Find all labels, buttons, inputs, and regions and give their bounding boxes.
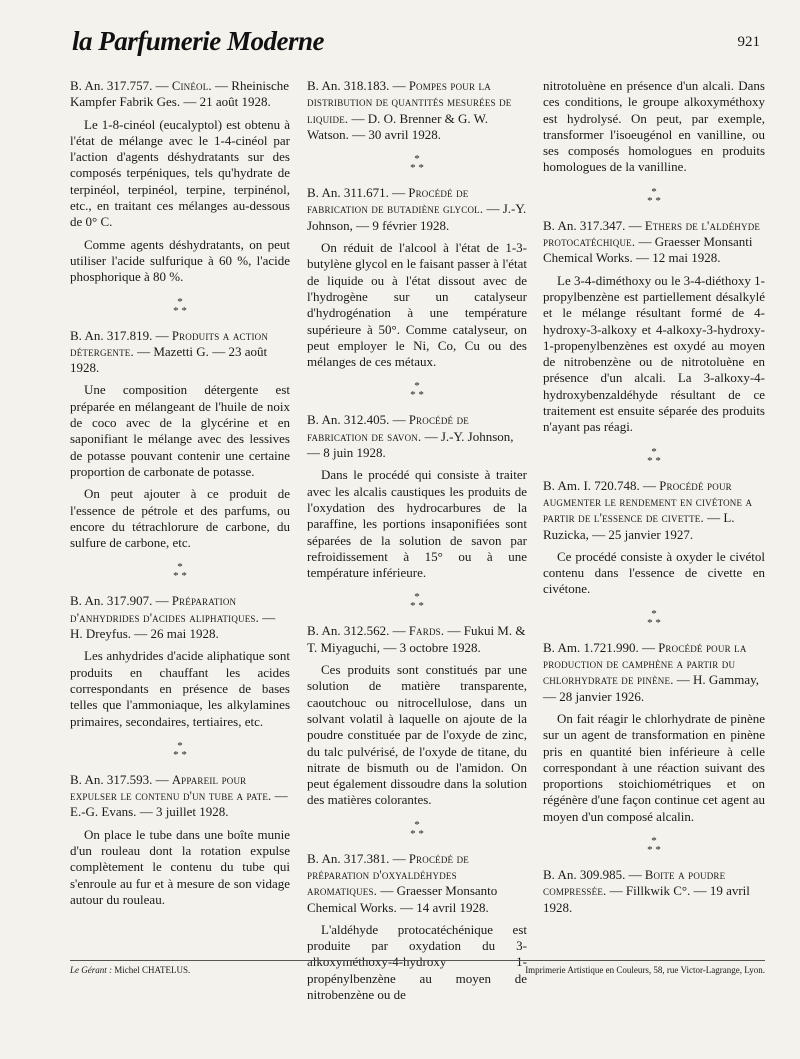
star-mark: * * (647, 454, 661, 467)
patent-date: 25 janvier 1927. (608, 526, 694, 542)
patent-heading: B. An. 309.985. — Boite a poudre compressée. — Fillkwik C°. — 19 avril 1928. (543, 866, 750, 915)
star-mark: * (414, 153, 420, 166)
section-separator-stars (543, 445, 765, 467)
patent-date: 8 juin 1928. (323, 445, 386, 461)
patent-holder: Rheinische Kampfer Fabrik Ges. (70, 78, 290, 110)
body-paragraph: Dans le procédé qui consiste à traiter avec les alcalis caustiques les produits de l'oxydation des hydrocarbures de la paraffine, les portions insaponifiées sont séparées de la solution de savon par refroidissement à 15° ou à une température inférieure. (307, 467, 527, 581)
star-mark: * * (410, 162, 424, 175)
column-1 (70, 78, 290, 908)
star-mark: * (651, 834, 657, 847)
star-mark: * (177, 295, 183, 308)
patent-entry (70, 78, 290, 286)
patent-title: Boite a poudre compressée. (543, 867, 726, 899)
patent-entry (70, 593, 290, 729)
patent-entry (543, 218, 765, 436)
star-mark: * * (647, 194, 661, 207)
patent-date: 30 avril 1928. (368, 126, 441, 142)
patent-heading: B. An. 318.183. — Pompes pour la distribution de quantités mesurées de liquide. — D. O. Brenner & G. W. Watson. — 30 avril 1928. (307, 78, 512, 142)
patent-date: 19 avril 1928. (543, 883, 750, 915)
patent-title: Procédé de préparation d'oxyaldéhydes aromatiques. (307, 851, 469, 899)
patent-date: 21 août 1928. (199, 94, 271, 110)
patent-entry (307, 78, 527, 143)
patent-holder: D. O. Brenner & G. W. Watson. (307, 110, 488, 142)
section-separator-stars (543, 185, 765, 207)
patent-title: Fards. (408, 624, 445, 639)
patent-reference: B. An. 317.819. (70, 327, 153, 343)
patent-holder: J.-Y. Johnson, (307, 201, 527, 233)
section-separator-stars (307, 382, 527, 400)
section-separator-stars (543, 834, 765, 856)
patent-date: 9 février 1928. (372, 217, 450, 233)
patent-entry (543, 478, 765, 598)
patent-holder: Mazetti G. (153, 343, 209, 359)
patent-title: Préparation d'anhydrides d'acides aliphatiques. (70, 594, 259, 625)
patent-title: Procédé de fabrication de savon. (307, 413, 469, 444)
patent-heading: B. Am. I. 720.748. — Procédé pour augmenter le rendement en civétone a partir de l'essence de civette. — L. Ruzicka, — 25 janvier 1927. (543, 477, 753, 542)
body-paragraph: On réduit de l'alcool à l'état de 1-3-butylène glycol en le faisant passer à l'état de liquide ou à l'état dissout avec de l'hydrogène sur un catalyseur d'hydrogénation à une température supérieure à 50°. Comme catalyseur, on peut employer le Ni, Co, Cu ou des mélanges de ces métaux. (307, 240, 527, 370)
body-paragraph: nitrotoluène en présence d'un alcali. Dans ces conditions, le groupe alkoxyméthoxy est hydrolysé. On peut, par exemple, transformer l'isoeugénol en vanilline, ou ses composés homologues en produits homologues de la vanilline. (543, 78, 765, 175)
footer-manager (70, 965, 190, 975)
patent-date: 3 juillet 1928. (155, 804, 229, 820)
star-mark: * * (173, 570, 187, 583)
patent-entry (307, 412, 527, 581)
section-separator-stars (307, 818, 527, 840)
patent-heading: B. An. 311.671. — Procédé de fabrication de butadiène glycol. — J.-Y. Johnson, — 9 février 1928. (307, 185, 527, 233)
footer-printer: Imprimerie Artistique en Couleurs, 58, rue Victor-Lagrange, Lyon. (525, 965, 765, 975)
patent-title: Produits a action détergente. (70, 328, 269, 359)
patent-date: 12 mai 1928. (652, 250, 721, 266)
star-mark: * (414, 380, 420, 393)
patent-date: 3 octobre 1928. (399, 639, 481, 655)
body-paragraph: On fait réagir le chlorhydrate de pinène sur un agent de transformation en pinène pris en quantité bien inférieure à celle correspondant à une réaction suivant des proportions stoichiométriques et on régénère d'une façon continue cet agent au moyen d'un composé alcalin. (543, 710, 765, 824)
patent-date: 14 avril 1928. (416, 899, 489, 915)
patent-title: Procédé pour augmenter le rendement en civétone a partir de l'essence de civette. (543, 478, 753, 526)
patent-reference: B. Am. 1.721.990. (543, 639, 639, 655)
patent-heading: B. An. 317.819. — Produits a action détergente. — Mazetti G. — 23 août 1928. (70, 327, 269, 376)
patent-title: Ethers de l'aldéhyde protocatéchique. (543, 218, 761, 250)
patent-title: Appareil pour expulser le contenu d'un tube a pate. (70, 772, 272, 804)
body-paragraph: Comme agents déshydratants, on peut utiliser l'acide sulfurique à 60 %, l'acide phosphorique à 80 %. (70, 236, 290, 285)
patent-heading: B. An. 317.347. — Ethers de l'aldéhyde protocatéchique. — Graesser Monsanti Chemical Works. — 12 mai 1928. (543, 217, 761, 266)
section-separator-stars (70, 295, 290, 317)
patent-entry (543, 640, 765, 825)
patent-date: 28 janvier 1926. (559, 688, 645, 704)
patent-reference: B. An. 312.405. (307, 412, 390, 428)
star-mark: * * (173, 748, 187, 761)
star-mark: * (414, 591, 420, 604)
star-mark: * (651, 185, 657, 198)
star-mark: * * (410, 389, 424, 402)
star-mark: * (651, 445, 657, 458)
manager-label: Le Gérant : (70, 965, 112, 975)
star-mark: * (177, 561, 183, 574)
patent-reference: B. An. 317.347. (543, 217, 626, 233)
body-paragraph: On place le tube dans une boîte munie d'un rouleau dont la rotation expulse complètement le contenu du tube qui s'enroule au fur et à mesure de son vidage autour du rouleau. (70, 826, 290, 907)
patent-date: 23 août 1928. (70, 343, 268, 376)
patent-entry (543, 867, 765, 916)
patent-heading: B. An. 317.907. — Préparation d'anhydrides d'acides aliphatiques. — H. Dreyfus. — 26 mai 1928. (70, 593, 276, 642)
patent-holder: H. Gammay, (693, 672, 759, 688)
patent-reference: B. An. 311.671. (307, 185, 389, 201)
body-paragraph: Ce procédé consiste à oxyder le civétol contenu dans l'essence de civette en civétone. (543, 548, 765, 597)
patent-heading: B. An. 317.593. — Appareil pour expulser le contenu d'un tube a pate. — E.-G. Evans. — 3 juillet 1928. (70, 771, 288, 820)
star-mark: * (177, 739, 183, 752)
body-paragraph: Ces produits sont constitués par une solution de matière transparente, caoutchouc ou nitrocellulose, dans un solvant volatil à laquelle on ajoute de la poudre constituée par de l'oxyde de zinc, du talc pulvérisé, de l'oxyde de titane, du nitrate de bismuth ou de l'amidon. On peut également dissoudre dans la solution des matières colorantes. (307, 662, 527, 808)
patent-reference: B. An. 312.562. (307, 623, 390, 639)
star-mark: * * (647, 616, 661, 629)
patent-heading: B. Am. 1.721.990. — Procédé pour la production de camphène a partir du chlorhydrate de pinène. — H. Gammay, — 28 janvier 1926. (543, 639, 759, 704)
section-separator-stars (70, 739, 290, 761)
patent-heading: B. An. 317.381. — Procédé de préparation d'oxyaldéhydes aromatiques. — Graesser Monsanto Chemical Works. — 14 avril 1928. (307, 850, 498, 915)
patent-date: 26 mai 1928. (150, 626, 219, 642)
patent-entry (307, 185, 527, 370)
star-mark: * (414, 818, 420, 831)
patent-holder: J.-Y. Johnson, (440, 428, 514, 444)
body-paragraph: On peut ajouter à ce produit de l'essence de pétrole et des parfums, ou encore du tétrachlorure de carbone, du sulfure de carbone, etc. (70, 486, 290, 551)
body-paragraph: Une composition détergente est préparée en mélangeant de l'huile de noix de coco avec de la glycérine et en saponifiant le mélange avec des lessives de potasse pouvant contenir une certaine proportion de carbonate de potasse. (70, 382, 290, 479)
patent-holder: Graesser Monsanti Chemical Works. (543, 234, 753, 266)
body-paragraph: Le 3-4-diméthoxy ou le 3-4-diéthoxy 1-propylbenzène est partiellement désalkylé et le mélange résultant formé de 4-hydroxy-3-alkoxy et 4-alkoxy-3-hydroxy-1-propenylbenzènes est oxydé au moyen de nitrobenzène ou de nitrotoluène en présence d'un alcali. La 3-alkoxy-4-hydroxybenzaldéhyde résultant de ce traitement est ensuite séparée des produits n'ayant pas réagi. (543, 272, 765, 435)
page-number: 921 (737, 34, 760, 50)
patent-reference: B. An. 317.381. (307, 850, 390, 866)
patent-entry (307, 851, 527, 1004)
section-separator-stars (307, 593, 527, 611)
star-mark: * * (410, 600, 424, 613)
column-3 (543, 78, 765, 916)
patent-reference: B. Am. I. 720.748. (543, 477, 640, 493)
patent-heading: B. An. 317.757. — Cinéol. — Rheinische Kampfer Fabrik Ges. — 21 août 1928. (70, 78, 290, 110)
patent-title: Cinéol. (171, 79, 212, 93)
patent-title: Pompes pour la distribution de quantités mesurées de liquide. (307, 79, 512, 126)
patent-reference: B. An. 317.593. (70, 771, 153, 787)
patent-reference: B. An. 309.985. (543, 866, 626, 882)
patent-holder: Fukui M. & T. Miyaguchi, (307, 623, 526, 655)
body-paragraph: Les anhydrides d'acide aliphatique sont produits en chauffant les acides correspondants en présence de bases telles que l'ammoniaque, les alkylamines primaires, secondaires, tertiaires, etc. (70, 648, 290, 729)
star-mark: * * (647, 843, 661, 856)
masthead-logo: la Parfumerie Moderne (72, 26, 324, 56)
patent-title: Procédé de fabrication de butadiène glycol. (307, 186, 484, 217)
footer (70, 960, 765, 975)
star-mark: * * (173, 304, 187, 317)
patent-title: Procédé pour la production de camphène a partir du chlorhydrate de pinène. (543, 640, 747, 688)
section-separator-stars (70, 563, 290, 581)
section-separator-stars (307, 155, 527, 173)
patent-holder: Graesser Monsanto Chemical Works. (307, 883, 498, 915)
patent-entry (543, 78, 765, 176)
star-mark: * * (410, 827, 424, 840)
patent-holder: E.-G. Evans. (70, 804, 137, 820)
patent-reference: B. An. 317.757. (70, 78, 153, 93)
patent-heading: B. An. 312.562. — Fards. — Fukui M. & T. Miyaguchi, — 3 octobre 1928. (307, 623, 526, 655)
section-separator-stars (543, 607, 765, 629)
patent-entry (70, 328, 290, 552)
star-mark: * (651, 607, 657, 620)
patent-heading: B. An. 312.405. — Procédé de fabrication de savon. — J.-Y. Johnson, — 8 juin 1928. (307, 412, 514, 461)
patent-holder: L. Ruzicka, (543, 510, 735, 542)
manager-name: Michel CHATELUS. (114, 965, 191, 975)
patent-holder: Fillkwik C°. (625, 883, 691, 899)
body-paragraph: L'aldéhyde protocatéchénique est produite par oxydation du 3-alkoxyméthoxy-4-hydroxy 1-propénylbenzène au moyen de nitrobenzène ou de (307, 921, 527, 1003)
patent-entry (307, 623, 527, 808)
patent-entry (70, 772, 290, 908)
body-paragraph: Le 1-8-cinéol (eucalyptol) est obtenu à l'état de mélange avec le 1-4-cinéol par l'action d'agents déshydratants sur des composés terpéniques, tels qu'hydrate de terpinéol, terpinéol, terpine, terpinénol, etc., en traitant ces mélanges au-dessous de 0° C. (70, 116, 290, 230)
patent-reference: B. An. 317.907. (70, 593, 153, 609)
patent-holder: H. Dreyfus. (70, 626, 132, 642)
patent-reference: B. An. 318.183. (307, 78, 390, 93)
column-2 (307, 78, 527, 1003)
